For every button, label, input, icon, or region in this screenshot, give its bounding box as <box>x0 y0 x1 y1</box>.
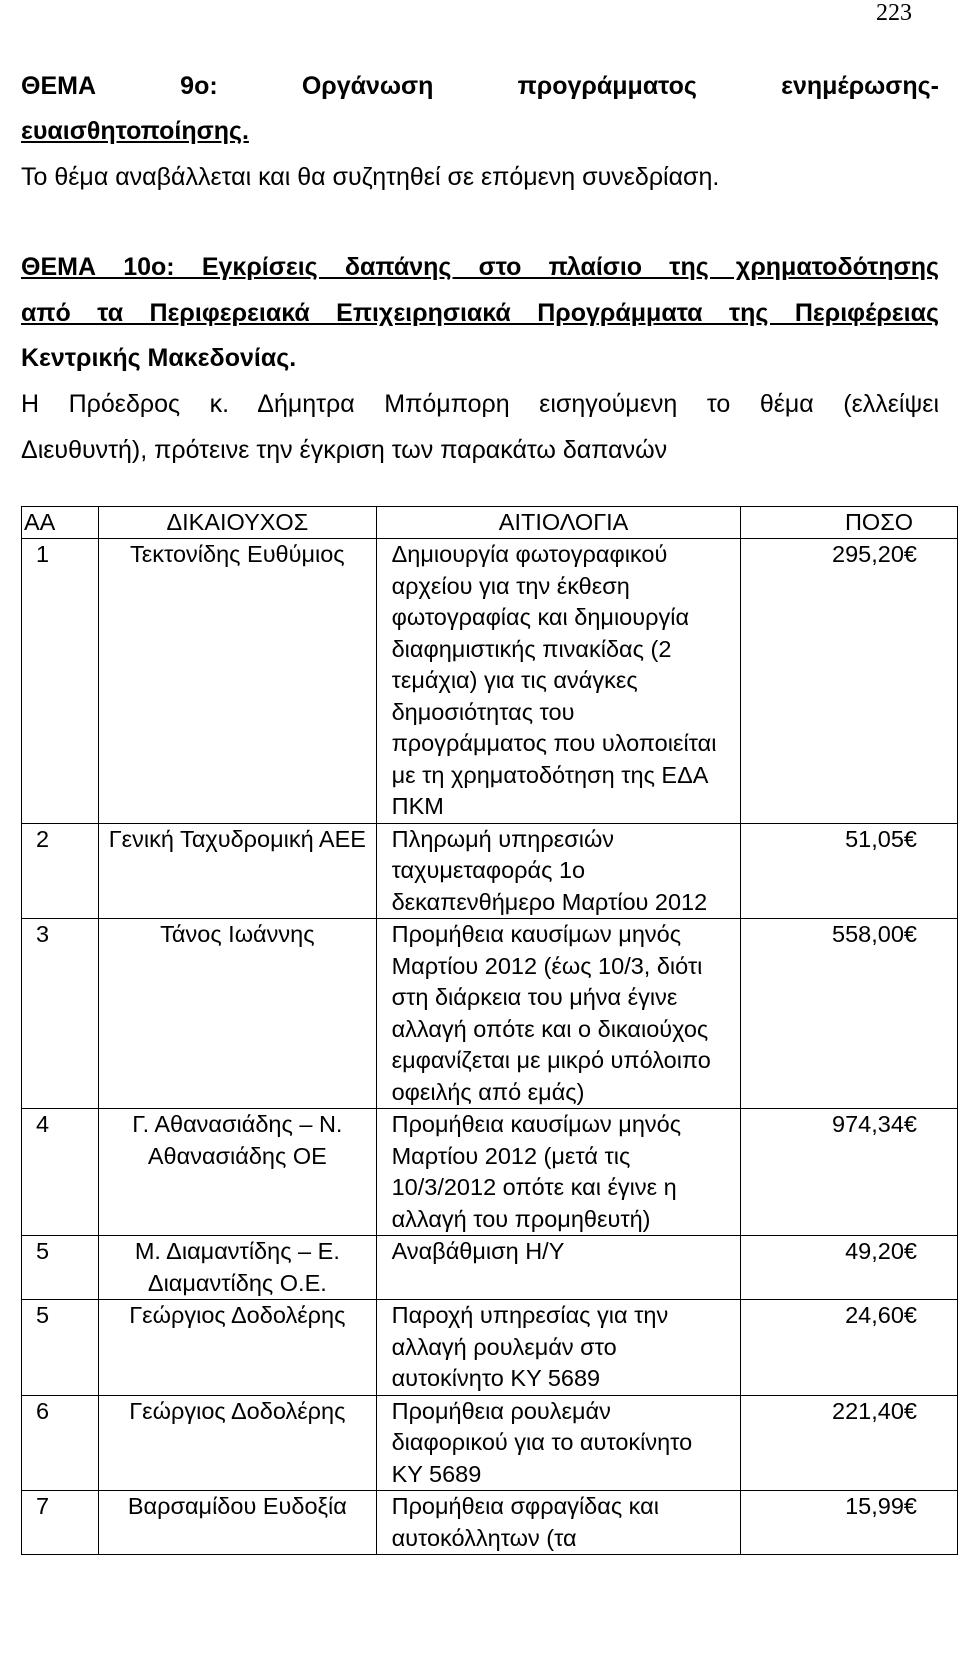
table-row <box>22 823 958 919</box>
reason-text: Δημιουργία φωτογραφικού αρχείου για την έκθεση φωτογραφίας και δημιουργία διαφημιστικής πινακίδας (2 τεμάχια) για τις ανάγκες δημοσιότητας του προγράμματος που υλοποιείται με τη χρηματοδότηση της ΕΔΑ ΠΚΜ <box>391 541 717 819</box>
cell-aa: 5 <box>22 1236 99 1300</box>
header-beneficiary: ΔΙΚΑΙΟΥΧΟΣ <box>99 507 377 539</box>
table-row <box>22 919 958 1109</box>
topic10-title-line1: ΘΕΜΑ 10ο: Εγκρίσεις δαπάνης στο πλαίσιο της χρηματοδότησης <box>21 253 939 281</box>
cell-beneficiary: Γεώργιος Δοδολέρης <box>99 1395 377 1491</box>
cell-amount: 221,40€ <box>740 1395 957 1491</box>
cell-beneficiary: Τεκτονίδης Ευθύμιος <box>99 539 377 824</box>
cell-aa: 3 <box>22 919 99 1109</box>
cell-beneficiary: Γενική Ταχυδρομική ΑΕΕ <box>99 823 377 919</box>
cell-beneficiary: Μ. Διαμαντίδης – Ε. Διαμαντίδης Ο.Ε. <box>99 1236 377 1300</box>
table-row <box>22 1300 958 1396</box>
topic9-title-word: προγράμματος <box>517 72 697 100</box>
cell-amount: 51,05€ <box>740 823 957 919</box>
reason-text: Προμήθεια καυσίμων μηνός Μαρτίου 2012 (έως 10/3, διότι στη διάρκεια του μήνα έγινε αλλαγή οπότε και ο δικαιούχος εμφανίζεται με μικρό υπόλοιπο οφειλής από εμάς) <box>391 921 711 1105</box>
reason-text: Παροχή υπηρεσίας για την αλλαγή ρουλεμάν στο αυτοκίνητο ΚΥ 5689 <box>391 1302 669 1391</box>
cell-reason <box>376 1300 740 1396</box>
header-reason: ΑΙΤΙΟΛΟΓΙΑ <box>376 507 740 539</box>
header-amount: ΠΟΣΟ <box>740 507 957 539</box>
topic10-title-line2: από τα Περιφερειακά Επιχειρησιακά Προγράμματα της Περιφέρειας <box>21 299 939 327</box>
header-aa: ΑΑ <box>22 507 99 539</box>
topic10-intro-line1: Η Πρόεδρος κ. Δήμητρα Μπόμπορη εισηγούμενη το θέμα (ελλείψει <box>21 390 939 418</box>
cell-aa: 5 <box>22 1300 99 1396</box>
cell-reason <box>376 823 740 919</box>
cell-reason <box>376 1109 740 1236</box>
cell-amount: 15,99€ <box>740 1491 957 1555</box>
cell-beneficiary: Γεώργιος Δοδολέρης <box>99 1300 377 1396</box>
table-header-row <box>22 507 958 539</box>
cell-reason <box>376 919 740 1109</box>
cell-amount: 558,00€ <box>740 919 957 1109</box>
cell-aa: 7 <box>22 1491 99 1555</box>
cell-aa: 4 <box>22 1109 99 1236</box>
cell-amount: 24,60€ <box>740 1300 957 1396</box>
cell-reason <box>376 1395 740 1491</box>
topic9-title-word: 9ο: <box>180 72 218 100</box>
topic10-intro-line2: Διευθυντή), πρότεινε την έγκριση των παρακάτω δαπανών <box>21 436 668 464</box>
table-row <box>22 1395 958 1491</box>
page-number: 223 <box>876 0 912 26</box>
table-row <box>22 1109 958 1236</box>
table-row <box>22 1491 958 1555</box>
cell-aa: 2 <box>22 823 99 919</box>
reason-text: Πληρωμή υπηρεσιών ταχυμεταφοράς 1ο δεκαπενθήμερο Μαρτίου 2012 <box>391 825 708 915</box>
cell-amount: 295,20€ <box>740 539 957 824</box>
table-row <box>22 1236 958 1300</box>
topic9-title-word: Οργάνωση <box>301 72 434 100</box>
table-row <box>22 539 958 824</box>
reason-text: Προμήθεια σφραγίδας και αυτοκόλλητων (τα <box>391 1493 659 1551</box>
cell-amount: 49,20€ <box>740 1236 957 1300</box>
topic10-title-line3: Κεντρικής Μακεδονίας. <box>21 344 297 372</box>
cell-beneficiary: Γ. Αθανασιάδης – Ν. Αθανασιάδης ΟΕ <box>99 1109 377 1236</box>
topic9-note: Το θέμα αναβάλλεται και θα συζητηθεί σε επόμενη συνεδρίαση. <box>21 163 720 191</box>
cell-reason <box>376 539 740 824</box>
reason-text: Αναβάθμιση Η/Υ <box>391 1238 565 1264</box>
cell-reason <box>376 1236 740 1300</box>
cell-amount: 974,34€ <box>740 1109 957 1236</box>
reason-text: Προμήθεια ρουλεμάν διαφορικού για το αυτοκίνητο ΚΥ 5689 <box>391 1397 693 1487</box>
topic9-title-word: ΘΕΜΑ <box>21 72 96 100</box>
reason-text: Προμήθεια καυσίμων μηνός Μαρτίου 2012 (μετά τις 10/3/2012 οπότε και έγινε η αλλαγή του προμηθευτή) <box>391 1111 682 1232</box>
cell-beneficiary: Τάνος Ιωάννης <box>99 919 377 1109</box>
topic9-title-line2: ευαισθητοποίησης. <box>21 117 249 145</box>
cell-aa: 6 <box>22 1395 99 1491</box>
expenses-table <box>21 506 958 1555</box>
topic9-title-word: ενημέρωσης- <box>781 72 939 100</box>
cell-aa: 1 <box>22 539 99 824</box>
cell-beneficiary: Βαρσαμίδου Ευδοξία <box>99 1491 377 1555</box>
topic9-title-line1 <box>21 71 939 101</box>
cell-reason <box>376 1491 740 1555</box>
